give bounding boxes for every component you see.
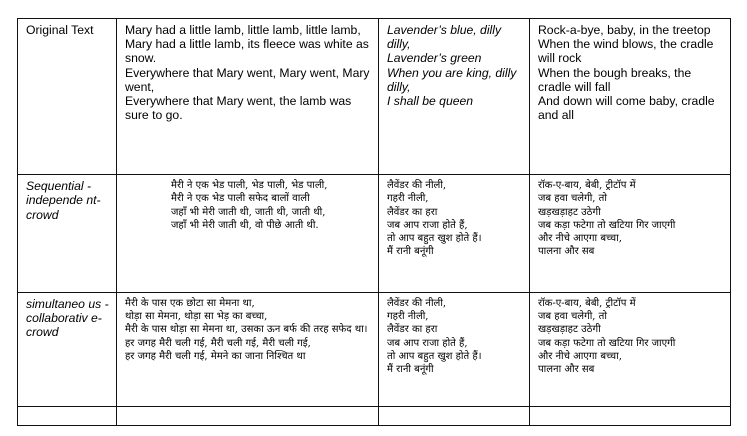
row-label: simultaneo us - collaborativ e- crowd (26, 297, 109, 340)
row-sequential (18, 175, 731, 293)
translation-table (17, 18, 731, 426)
label-cell-simultaneous (18, 293, 117, 407)
text-line: जब कड़ा फटेगा तो खटिया गिर जाएगी (538, 337, 676, 349)
text-line: मैरी ने एक भेड पाली सफेद बालों वाली (171, 193, 310, 205)
text-line: हर जगह मैरी चली गई, मेमने का जाना निश्चित था (125, 350, 306, 362)
text-line: जब आप राजा होते हैं, (387, 219, 468, 231)
text-line: तो आप बहुत खुश होते हैं। (387, 350, 482, 362)
text-line: रॉक-ए-बाय, बेबी, ट्रीटॉप में (538, 180, 636, 192)
text-line: Mary had a little lamb, its fleece was white as snow. (125, 37, 369, 66)
label-cell-sequential (18, 175, 117, 293)
text-line: जब आप राजा होते हैं, (387, 337, 468, 349)
text-line: मैं रानी बनूंगी (387, 246, 434, 258)
text-line: I shall be queen (387, 94, 474, 109)
text-line: लैवेंडर का हरा (387, 206, 438, 218)
sequential-lavender-cell (379, 175, 530, 293)
empty-cell (18, 406, 117, 425)
row-simultaneous (18, 293, 731, 407)
row-empty (18, 406, 731, 425)
text-line: मैरी ने एक भेड पाली, भेड पाली, भेड पाली, (171, 180, 328, 192)
text-line: Everywhere that Mary went, the lamb was sure to go. (125, 94, 352, 123)
text-line: Lavender’s green (387, 51, 482, 66)
row-label: Original Text (26, 23, 94, 37)
text-line: पालना और सब (538, 246, 595, 258)
text-line: मैरी के पास थोड़ा सा मेमना था, उसका ऊन बर्फ की तरह सफेद था। (125, 324, 368, 336)
text-line: Lavender’s blue, dilly dilly, (387, 23, 502, 52)
text-line: जब हवा चलेगी, तो (538, 193, 607, 205)
text-line: And down will come baby, cradle and all (538, 94, 715, 123)
text-line: When you are king, dilly dilly, (387, 65, 517, 94)
sequential-mary-cell (117, 175, 379, 293)
text-line: Rock-a-bye, baby, in the treetop (538, 23, 711, 37)
text-line: रॉक-ए-बाय, बेबी, ट्रीटॉप में (538, 298, 636, 309)
sequential-rockabye-cell (530, 175, 731, 293)
empty-cell (530, 406, 731, 425)
empty-cell (117, 406, 379, 425)
original-rockabye-cell (530, 19, 731, 175)
text-line: खड़खड़ाहट उठेगी (538, 324, 601, 336)
original-lavender-cell (379, 19, 530, 175)
text-line: लैवेंडर की नीली, (387, 180, 447, 192)
simultaneous-lavender-cell (379, 293, 530, 407)
text-line: और नीचे आएगा बच्चा, (538, 350, 622, 362)
empty-cell (379, 406, 530, 425)
text-line: पालना और सब (538, 364, 595, 376)
text-line: Mary had a little lamb, little lamb, little lamb, (125, 23, 361, 37)
text-line: When the bough breaks, the cradle will fall (538, 65, 692, 94)
text-line: खड़खड़ाहट उठेगी (538, 206, 601, 218)
text-line: और नीचे आएगा बच्चा, (538, 232, 622, 244)
simultaneous-mary-cell (117, 293, 379, 407)
row-label: Sequential -independe nt- crowd (26, 179, 101, 222)
text-line: तो आप बहुत खुश होते हैं। (387, 232, 482, 244)
text-line: हर जगह मैरी चली गई, मैरी चली गई, मैरी चली गई, (125, 337, 311, 349)
text-line: जब हवा चलेगी, तो (538, 311, 607, 323)
text-line: गहरी नीली, (387, 311, 429, 323)
text-line: मैरी के पास एक छोटा सा मेमना था, (125, 298, 255, 309)
text-line: जहाँ भी मेरी जाती थी, जाती थी, जाती थी, (171, 206, 326, 218)
original-mary-cell (117, 19, 379, 175)
text-line: जब कड़ा फटेगा तो खटिया गिर जाएगी (538, 219, 676, 231)
text-line: जहाँ भी मेरी जाती थी, वो पीछे आती थी. (171, 219, 319, 231)
label-cell-original (18, 19, 117, 175)
text-line: मैं रानी बनूंगी (387, 364, 434, 376)
text-line: लैवेंडर की नीली, (387, 298, 447, 309)
simultaneous-rockabye-cell (530, 293, 731, 407)
text-line: गहरी नीली, (387, 193, 429, 205)
text-line: Everywhere that Mary went, Mary went, Mary went, (125, 65, 370, 94)
text-line: When the wind blows, the cradle will rock (538, 37, 714, 66)
text-line: थोड़ा सा मेमना, थोड़ा सा भेड़ का बच्चा, (125, 311, 268, 323)
text-line: लैवेंडर का हरा (387, 324, 438, 336)
row-original (18, 19, 731, 175)
